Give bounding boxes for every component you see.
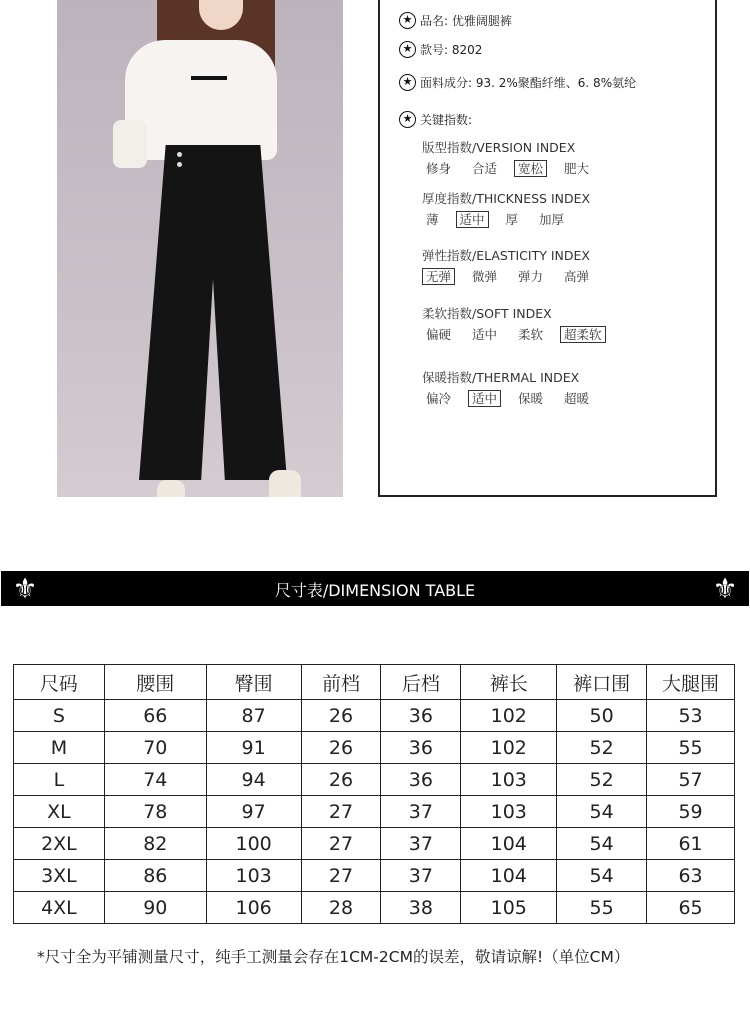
index-block [422, 189, 590, 228]
index-title: 弹性指数/ELASTICITY INDEX [422, 248, 590, 263]
info-key-index: ★ 关键指数: [399, 111, 472, 128]
index-option: 偏硬 [426, 327, 452, 342]
table-cell: 54 [557, 828, 647, 860]
table-cell: 37 [381, 860, 461, 892]
index-options [422, 268, 606, 285]
table-cell: 2XL [14, 828, 105, 860]
index-option: 修身 [426, 161, 452, 176]
info-style-no: ★ 款号: 8202 [399, 41, 482, 58]
table-cell: 54 [557, 796, 647, 828]
index-options [422, 211, 590, 228]
product-info-box [378, 0, 717, 497]
column-header: 大腿围 [647, 665, 735, 700]
table-cell: 52 [557, 732, 647, 764]
index-option: 保暖 [518, 391, 544, 406]
info-fabric: ★ 面料成分: 93. 2%聚酯纤维、6. 8%氨纶 [399, 74, 636, 91]
table-cell: 82 [104, 828, 206, 860]
table-cell: 100 [206, 828, 301, 860]
fleur-de-lis-icon: ⚜ [712, 572, 738, 605]
shoe [157, 480, 185, 497]
table-cell: 70 [104, 732, 206, 764]
table-row [14, 732, 735, 764]
table-cell: 78 [104, 796, 206, 828]
product-photo [57, 0, 343, 497]
table-cell: 38 [381, 892, 461, 924]
index-option: 柔软 [518, 327, 544, 342]
table-cell: S [14, 700, 105, 732]
wide-leg-pants [139, 145, 287, 480]
table-cell: 54 [557, 860, 647, 892]
shoe [269, 470, 301, 497]
table-cell: 57 [647, 764, 735, 796]
table-cell: 26 [301, 700, 381, 732]
table-cell: 27 [301, 860, 381, 892]
table-cell: 106 [206, 892, 301, 924]
index-block [422, 138, 606, 177]
index-option: 偏冷 [426, 391, 452, 406]
table-cell: 28 [301, 892, 381, 924]
table-header-row [14, 665, 735, 700]
table-row [14, 700, 735, 732]
model-shirt [125, 40, 277, 160]
index-option: 适中 [472, 327, 498, 342]
table-cell: 105 [461, 892, 557, 924]
table-cell: 26 [301, 732, 381, 764]
pants-button [177, 162, 182, 167]
table-cell: 102 [461, 732, 557, 764]
table-cell: 36 [381, 764, 461, 796]
table-cell: 26 [301, 764, 381, 796]
index-option-selected: 无弹 [422, 268, 455, 285]
table-cell: 37 [381, 796, 461, 828]
banner-title: 尺寸表/DIMENSION TABLE [274, 581, 476, 600]
table-cell: 27 [301, 828, 381, 860]
column-header: 裤口围 [557, 665, 647, 700]
table-cell: 66 [104, 700, 206, 732]
index-block [422, 368, 606, 407]
index-option-selected: 宽松 [514, 160, 547, 177]
table-cell: 52 [557, 764, 647, 796]
size-table [13, 664, 735, 924]
table-cell: 37 [381, 828, 461, 860]
star-icon: ★ [399, 41, 416, 58]
table-cell: 94 [206, 764, 301, 796]
table-cell: 59 [647, 796, 735, 828]
index-block [422, 304, 619, 343]
index-option: 微弹 [472, 269, 498, 284]
table-row [14, 764, 735, 796]
index-block [422, 246, 606, 285]
index-option: 高弹 [564, 269, 590, 284]
column-header: 裤长 [461, 665, 557, 700]
index-options [422, 390, 606, 407]
column-header: 后档 [381, 665, 461, 700]
shirt-trim [191, 76, 227, 80]
table-row [14, 796, 735, 828]
star-icon: ★ [399, 111, 416, 128]
info-name: ★ 品名: 优雅阔腿裤 [399, 12, 512, 29]
table-cell: 104 [461, 828, 557, 860]
table-cell: 61 [647, 828, 735, 860]
table-cell: XL [14, 796, 105, 828]
table-cell: 74 [104, 764, 206, 796]
table-cell: 91 [206, 732, 301, 764]
index-title: 保暖指数/THERMAL INDEX [422, 370, 580, 385]
table-row [14, 892, 735, 924]
table-cell: 55 [647, 732, 735, 764]
table-cell: L [14, 764, 105, 796]
table-cell: 104 [461, 860, 557, 892]
index-title: 厚度指数/THICKNESS INDEX [422, 191, 591, 206]
table-cell: 103 [461, 764, 557, 796]
index-option-selected: 适中 [468, 390, 501, 407]
table-cell: 63 [647, 860, 735, 892]
measurement-note: *尺寸全为平铺测量尺寸，纯手工测量会存在1CM-2CM的误差，敬请谅解!（单位CM） [37, 948, 630, 966]
table-cell: 103 [461, 796, 557, 828]
index-option: 弹力 [518, 269, 544, 284]
column-header: 尺码 [14, 665, 105, 700]
index-title: 柔软指数/SOFT INDEX [422, 306, 552, 321]
fleur-de-lis-icon: ⚜ [12, 572, 38, 605]
dimension-table-banner [1, 571, 749, 606]
table-row [14, 860, 735, 892]
index-option: 厚 [505, 212, 519, 227]
index-options [422, 326, 619, 343]
column-header: 腰围 [104, 665, 206, 700]
handbag [113, 120, 147, 168]
column-header: 臀围 [206, 665, 301, 700]
table-cell: 90 [104, 892, 206, 924]
table-cell: 36 [381, 700, 461, 732]
table-cell: 87 [206, 700, 301, 732]
pants-button [177, 152, 182, 157]
table-row [14, 828, 735, 860]
index-option-selected: 适中 [456, 211, 489, 228]
column-header: 前档 [301, 665, 381, 700]
table-cell: 3XL [14, 860, 105, 892]
index-option: 合适 [472, 161, 498, 176]
table-cell: 103 [206, 860, 301, 892]
index-option: 加厚 [539, 212, 565, 227]
table-cell: 53 [647, 700, 735, 732]
table-cell: 50 [557, 700, 647, 732]
index-option: 肥大 [564, 161, 590, 176]
table-cell: 97 [206, 796, 301, 828]
table-cell: 4XL [14, 892, 105, 924]
star-icon: ★ [399, 12, 416, 29]
table-cell: 36 [381, 732, 461, 764]
table-cell: 55 [557, 892, 647, 924]
index-title: 版型指数/VERSION INDEX [422, 140, 576, 155]
table-cell: 65 [647, 892, 735, 924]
index-option: 超暖 [564, 391, 590, 406]
index-option: 薄 [426, 212, 439, 227]
table-cell: M [14, 732, 105, 764]
table-cell: 86 [104, 860, 206, 892]
table-cell: 27 [301, 796, 381, 828]
table-cell: 102 [461, 700, 557, 732]
star-icon: ★ [399, 74, 416, 91]
index-options [422, 160, 606, 177]
index-option-selected: 超柔软 [560, 326, 606, 343]
